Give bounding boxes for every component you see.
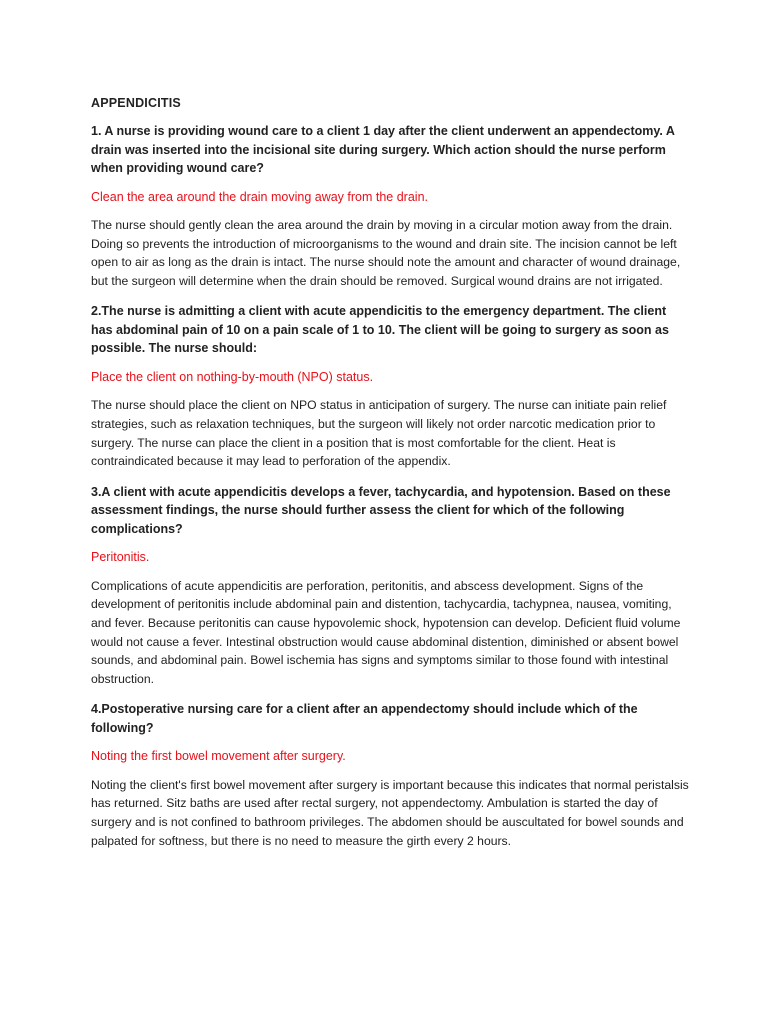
- answer-text: Noting the first bowel movement after surgery.: [91, 749, 346, 764]
- explanation-text: Complications of acute appendicitis are perforation, peritonitis, and abscess development. Signs of the development of peritonitis include abdominal pain and distention, tachycardia, tachypnea, nausea, vomiting, and fever. Because peritonitis can cause hypovolemic shock, hypotension can develop. Deficient fluid volume would not cause a fever. Intestinal obstruction would cause abdominal distention, diminished or absent bowel sounds, and abdominal pain. Bowel ischemia has signs and symptoms similar to those found with intestinal obstruction.: [91, 578, 681, 686]
- answer-text: Clean the area around the drain moving away from the drain.: [91, 189, 428, 204]
- explanation-text: Noting the client's first bowel movement after surgery is important because this indicates that normal peristalsis has returned. Sitz baths are used after rectal surgery, not appendectomy. Ambulation is started the day of surgery and is not confined to bathroom privileges. The abdomen should be auscultated for bowel sounds and palpated for softness, but there is no need to measure the girth every 2 hours.: [91, 777, 689, 848]
- question-block-3: [91, 483, 691, 689]
- answer-text: Place the client on nothing-by-mouth (NPO) status.: [91, 369, 374, 384]
- question-block-1: [91, 122, 691, 290]
- question-text: 4.Postoperative nursing care for a client after an appendectomy should include which of the following?: [91, 702, 638, 735]
- document-page: [91, 94, 691, 862]
- question-text: 1. A nurse is providing wound care to a client 1 day after the client underwent an appendectomy. A drain was inserted into the incisional site during surgery. Which action should the nurse perform when providing wound care?: [91, 124, 675, 175]
- question-text: 3.A client with acute appendicitis develops a fever, tachycardia, and hypotension. Based on these assessment findings, the nurse should further assess the client for which of the following complications?: [91, 484, 671, 536]
- question-block-4: [91, 700, 691, 850]
- question-block-2: [91, 302, 691, 470]
- explanation-text: The nurse should gently clean the area around the drain by moving in a circular motion away from the drain. Doing so prevents the introduction of microorganisms to the wound and drain site. The incision cannot be left open to air as long as the drain is intact. The nurse should note the amount and character of wound drainage, but the surgeon will determine when the drain should be removed. Surgical wound drains are not irrigated.: [91, 218, 681, 288]
- explanation-text: The nurse should place the client on NPO status in anticipation of surgery. The nurse can initiate pain relief strategies, such as relaxation techniques, but the surgeon will likely not order narcotic medication prior to surgery. The nurse can place the client in a position that is most comfortable for the client. Heat is contraindicated because it may lead to perforation of the appendix.: [91, 398, 667, 469]
- document-title: APPENDICITIS: [91, 96, 181, 110]
- answer-text: Peritonitis.: [91, 550, 150, 565]
- question-text: 2.The nurse is admitting a client with acute appendicitis to the emergency department. The client has abdominal pain of 10 on a pain scale of 1 to 10. The client will be going to surgery as soon as possible. The nurse should:: [91, 304, 669, 356]
